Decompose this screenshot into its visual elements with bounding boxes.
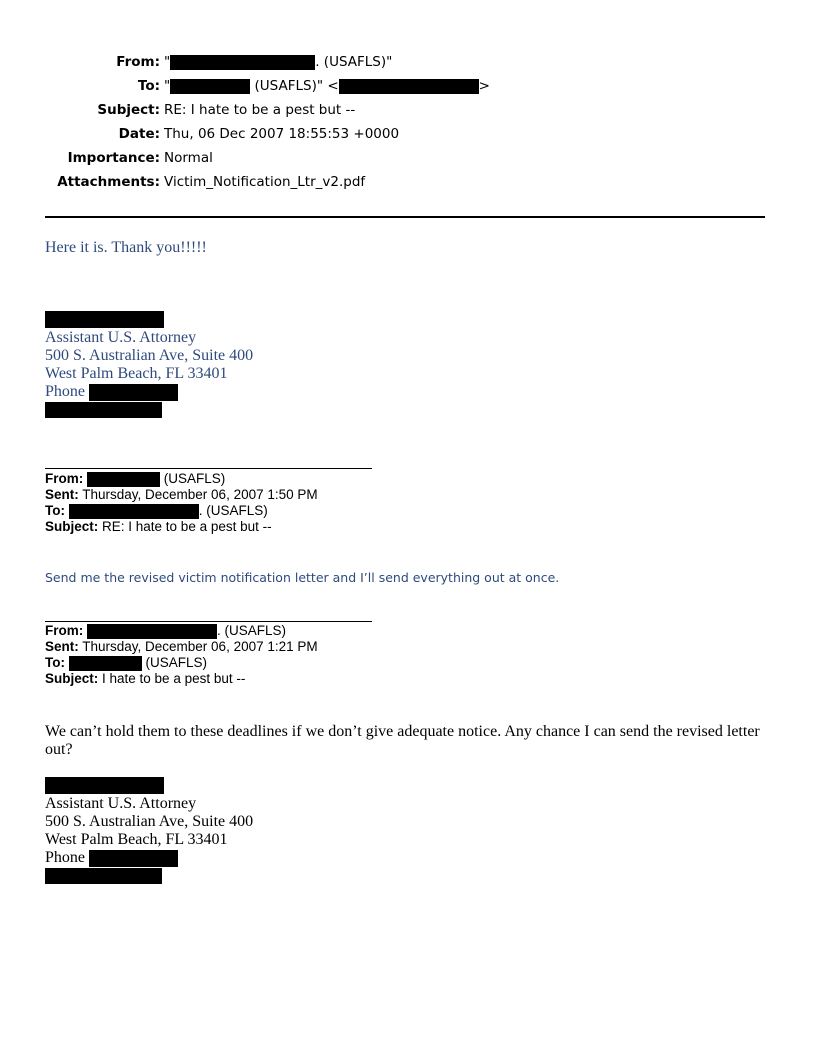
header-to-middle: (USAFLS)" < [250, 78, 339, 94]
forward1-to-row [45, 503, 268, 519]
forward2-subject-label: Subject: [45, 671, 99, 686]
forward2-signature-phone-label: Phone [45, 849, 85, 866]
redaction-block [69, 504, 199, 519]
signature-address1: 500 S. Australian Ave, Suite 400 [45, 347, 254, 364]
header-date-value: Thu, 06 Dec 2007 18:55:53 +0000 [164, 126, 400, 142]
header-divider [45, 216, 765, 218]
header-subject-label: Subject: [97, 102, 160, 118]
signature-address2: West Palm Beach, FL 33401 [45, 365, 228, 382]
signature-phone-row [45, 383, 178, 401]
forward-separator [45, 468, 372, 469]
forward1-from-label: From: [45, 471, 84, 486]
header-date-label: Date: [118, 126, 160, 142]
forward2-to-suffix: (USAFLS) [141, 655, 208, 670]
header-from-suffix: . (USAFLS)" [315, 54, 393, 70]
forward2-to-row [45, 655, 207, 671]
reply-message: Here it is. Thank you!!!!! [45, 239, 207, 256]
header-from-prefix: " [164, 54, 171, 70]
attachment-link[interactable]: Victim_Notification_Ltr_v2.pdf [164, 174, 366, 190]
redaction-block [45, 868, 162, 884]
forward1-sent-label: Sent: [45, 487, 79, 502]
header-from-label: From: [116, 54, 160, 70]
forward2-from-row [45, 623, 286, 639]
redaction-block [339, 79, 479, 94]
forward2-from-label: From: [45, 623, 84, 638]
signature-phone-label: Phone [45, 383, 85, 400]
header-importance-label: Importance: [67, 150, 160, 166]
forward-separator [45, 621, 372, 622]
header-importance-value: Normal [164, 150, 213, 166]
forward2-signature-title: Assistant U.S. Attorney [45, 795, 197, 812]
forward2-subject-row [45, 671, 245, 687]
header-to-suffix: > [478, 78, 490, 94]
forward1-sent-value: Thursday, December 06, 2007 1:50 PM [78, 487, 318, 502]
header-attachments-label: Attachments: [57, 174, 160, 190]
redaction-block [45, 311, 164, 328]
header-to-prefix: " [164, 78, 171, 94]
forward1-to-suffix: . (USAFLS) [198, 503, 268, 518]
redaction-block [87, 472, 160, 487]
forward1-message: Send me the revised victim notification letter and I’ll send everything out at once. [45, 570, 560, 585]
forward1-subject-value: RE: I hate to be a pest but -- [98, 519, 272, 534]
forward2-message-line1: We can’t hold them to these deadlines if we don’t give adequate notice. Any chance I can send the revised letter [45, 723, 760, 740]
forward2-to-label: To: [45, 655, 65, 670]
redaction-block [45, 402, 162, 418]
forward1-sent-row [45, 487, 318, 503]
forward2-signature-address2: West Palm Beach, FL 33401 [45, 831, 228, 848]
redaction-block [87, 624, 217, 639]
signature-title: Assistant U.S. Attorney [45, 329, 197, 346]
forward1-to-label: To: [45, 503, 65, 518]
forward2-subject-value: I hate to be a pest but -- [98, 671, 246, 686]
forward1-subject-row [45, 519, 272, 535]
forward2-message-line2: out? [45, 741, 73, 758]
forward2-sent-value: Thursday, December 06, 2007 1:21 PM [78, 639, 318, 654]
header-subject-value: RE: I hate to be a pest but -- [164, 102, 356, 118]
forward2-signature-phone-row [45, 849, 178, 867]
redaction-block [89, 850, 178, 867]
redaction-block [170, 55, 315, 70]
redaction-block [170, 79, 250, 94]
redaction-block [69, 656, 142, 671]
forward2-signature-address1: 500 S. Australian Ave, Suite 400 [45, 813, 254, 830]
forward1-subject-label: Subject: [45, 519, 99, 534]
redaction-block [89, 384, 178, 401]
forward2-sent-label: Sent: [45, 639, 79, 654]
forward2-from-suffix: . (USAFLS) [217, 623, 287, 638]
forward1-from-row [45, 471, 225, 487]
header-to-label: To: [137, 78, 160, 94]
forward2-sent-row [45, 639, 318, 655]
redaction-block [45, 777, 164, 794]
forward1-from-suffix: (USAFLS) [160, 471, 226, 486]
